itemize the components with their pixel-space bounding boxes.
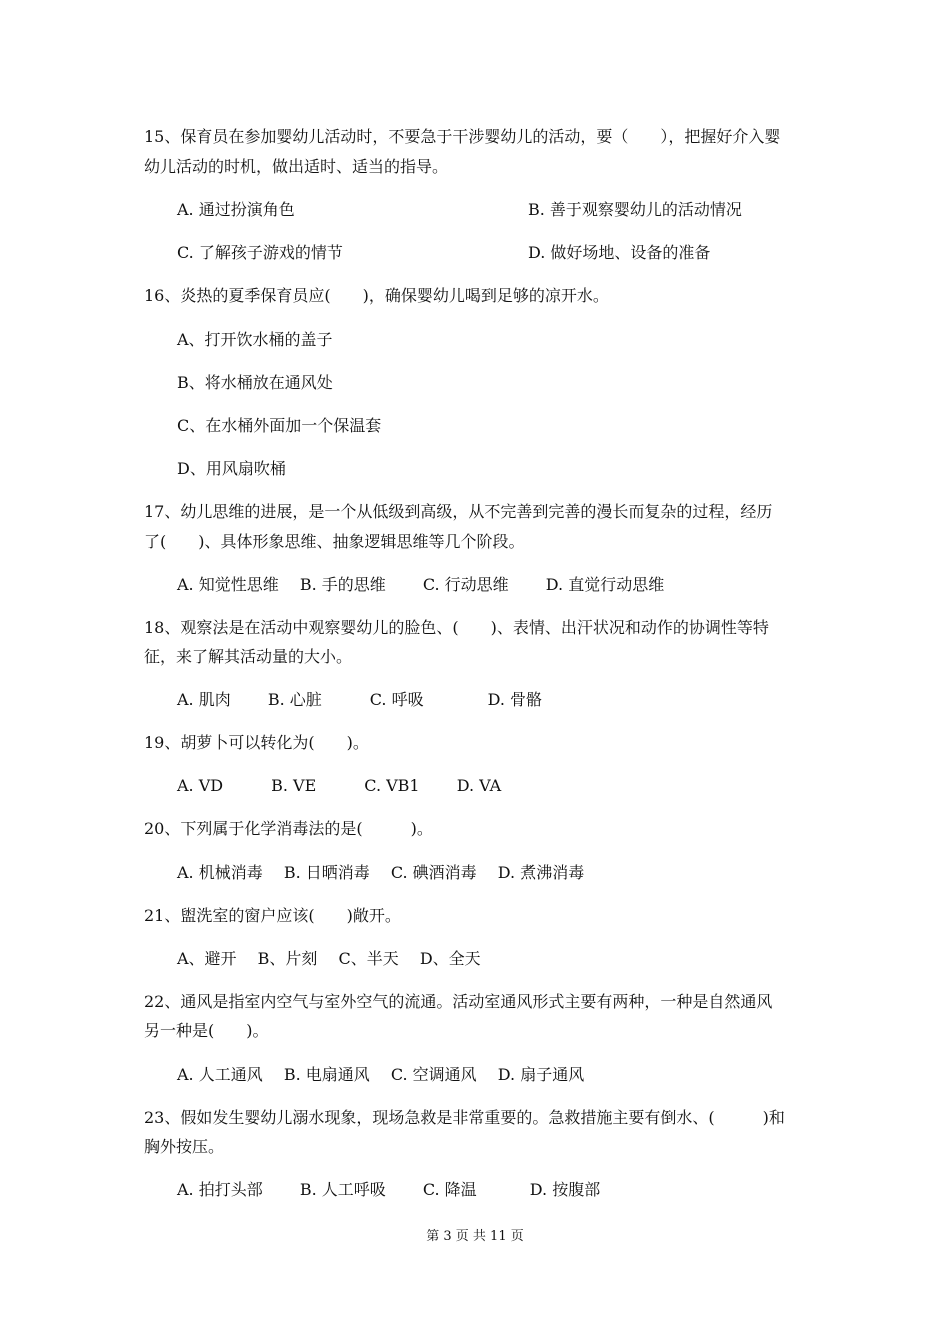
q21-options: A、避开 B、片刻 C、半天 D、全天 bbox=[177, 949, 481, 968]
q16-option-a: A、打开饮水桶的盖子 bbox=[177, 330, 333, 349]
q20-options: A. 机械消毒 B. 日晒消毒 C. 碘酒消毒 D. 煮沸消毒 bbox=[177, 863, 585, 882]
question-23-line-1: 23、假如发生婴幼儿溺水现象，现场急救是非常重要的。急救措施主要有倒水、( )和 bbox=[144, 1108, 785, 1127]
question-23-line-2: 胸外按压。 bbox=[144, 1137, 225, 1156]
q19-options: A. VD B. VE C. VB1 D. VA bbox=[177, 776, 502, 795]
q23-options: A. 拍打头部 B. 人工呼吸 C. 降温 D. 按腹部 bbox=[177, 1180, 601, 1199]
question-18-line-1: 18、观察法是在活动中观察婴幼儿的脸色、( )、表情、出汗状况和动作的协调性等特 bbox=[144, 618, 769, 637]
q17-options: A. 知觉性思维 B. 手的思维 C. 行动思维 D. 直觉行动思维 bbox=[177, 575, 665, 594]
q15-option-d: D. 做好场地、设备的准备 bbox=[528, 243, 711, 262]
question-19-line-1: 19、胡萝卜可以转化为( )。 bbox=[144, 733, 369, 752]
q18-options: A. 肌肉 B. 心脏 C. 呼吸 D. 骨骼 bbox=[177, 690, 543, 709]
q16-option-b: B、将水桶放在通风处 bbox=[177, 373, 333, 392]
q15-option-b: B. 善于观察婴幼儿的活动情况 bbox=[528, 200, 742, 219]
q22-options: A. 人工通风 B. 电扇通风 C. 空调通风 D. 扇子通风 bbox=[177, 1065, 585, 1084]
q15-option-a: A. 通过扮演角色 bbox=[177, 200, 295, 219]
question-15-line-1: 15、保育员在参加婴幼儿活动时，不要急于干涉婴幼儿的活动，要（ ），把握好介入婴 bbox=[144, 127, 781, 146]
q15-option-c: C. 了解孩子游戏的情节 bbox=[177, 243, 343, 262]
question-20-line-1: 20、下列属于化学消毒法的是( )。 bbox=[144, 819, 433, 838]
question-22-line-2: 另一种是( )。 bbox=[144, 1021, 269, 1040]
question-16-line-1: 16、炎热的夏季保育员应( )，确保婴幼儿喝到足够的凉开水。 bbox=[144, 286, 609, 305]
q16-option-d: D、用风扇吹桶 bbox=[177, 459, 286, 478]
question-18-line-2: 征，来了解其活动量的大小。 bbox=[144, 647, 353, 666]
question-15-line-2: 幼儿活动的时机，做出适时、适当的指导。 bbox=[144, 157, 449, 176]
question-21-line-1: 21、盥洗室的窗户应该( )敞开。 bbox=[144, 906, 401, 925]
page-number-footer: 第 3 页 共 11 页 bbox=[426, 1229, 524, 1244]
question-17-line-2: 了( )、具体形象思维、抽象逻辑思维等几个阶段。 bbox=[144, 532, 525, 551]
question-22-line-1: 22、通风是指室内空气与室外空气的流通。活动室通风形式主要有两种，一种是自然通风 bbox=[144, 992, 773, 1011]
q16-option-c: C、在水桶外面加一个保温套 bbox=[177, 416, 382, 435]
question-17-line-1: 17、幼儿思维的进展，是一个从低级到高级，从不完善到完善的漫长而复杂的过程，经历 bbox=[144, 502, 773, 521]
